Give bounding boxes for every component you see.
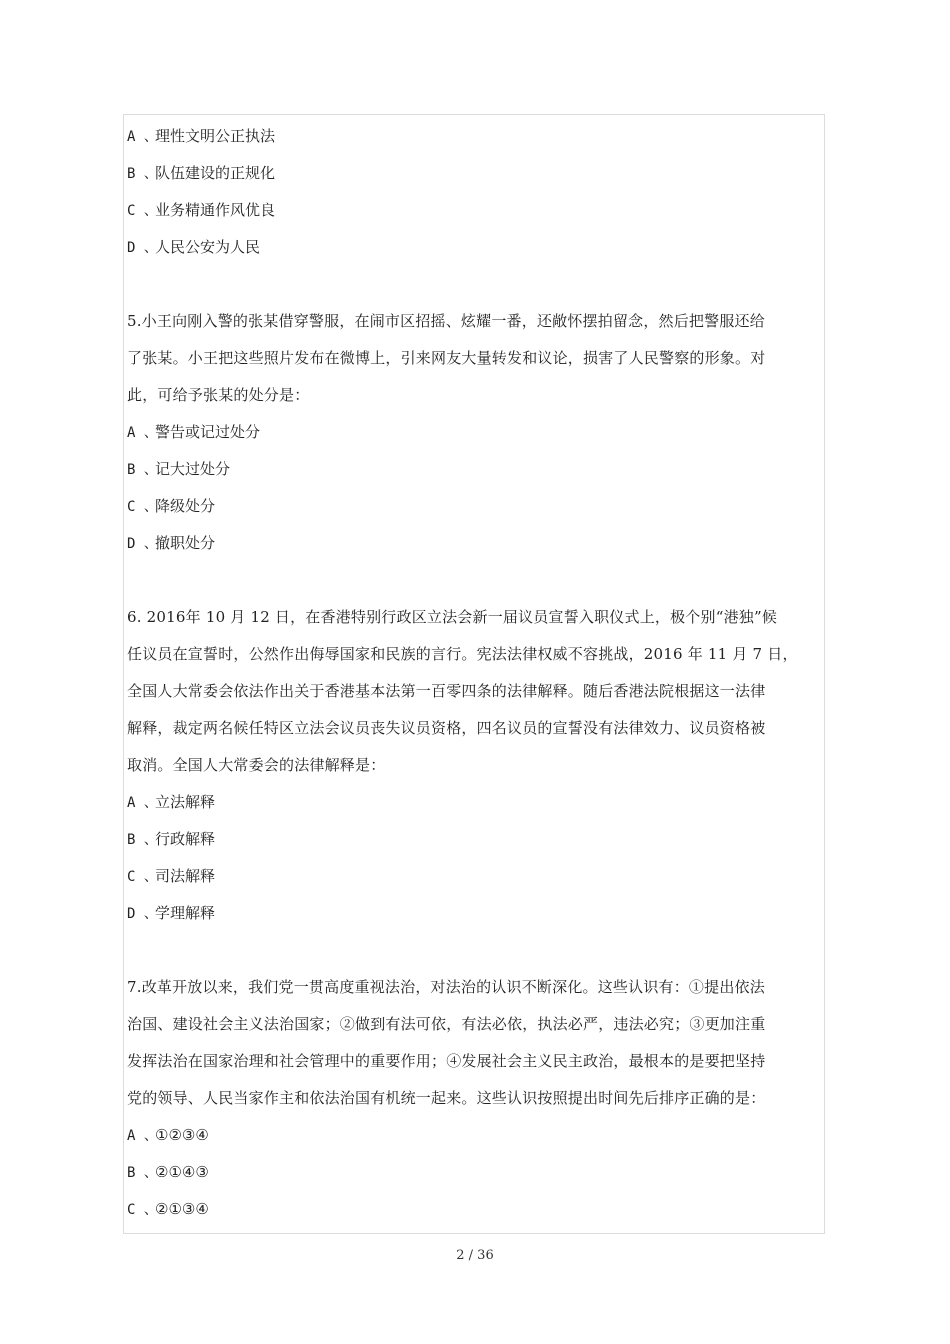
q4-option-a: A 、理性文明公正执法 <box>127 127 276 145</box>
q4-option-c: C 、业务精通作风优良 <box>127 201 276 219</box>
q6-option-a: A 、立法解释 <box>127 793 216 811</box>
question-7-line: 党的领导、人民当家作主和依法治国有机统一起来。这些认识按照提出时间先后排序正确的是： <box>127 1089 766 1107</box>
q4-option-b: B 、队伍建设的正规化 <box>127 164 276 182</box>
question-6-line: 6. 2016年 10 月 12 日，在香港特别行政区立法会新一届议员宣誓入职仪式上，极个别“港独”候 <box>127 608 778 626</box>
spacer <box>127 562 827 599</box>
q6-option-c: C 、司法解释 <box>127 867 216 885</box>
q7-option-b: B 、②①④③ <box>127 1163 209 1181</box>
question-6-line: 解释，裁定两名候任特区立法会议员丧失议员资格，四名议员的宣誓没有法律效力、议员资格被 <box>127 719 766 737</box>
question-5-line: 此，可给予张某的处分是： <box>127 386 310 404</box>
question-7-line: 治国、建设社会主义法治国家；②做到有法可依，有法必依，执法必严，违法必究；③更加注重 <box>127 1015 766 1033</box>
question-6-line: 取消。全国人大常委会的法律解释是： <box>127 756 386 774</box>
question-5 <box>127 303 827 562</box>
q5-option-d: D 、撤职处分 <box>127 534 216 552</box>
q5-option-c: C 、降级处分 <box>127 497 216 515</box>
question-5-line: 5.小王向刚入警的张某借穿警服，在闹市区招摇、炫耀一番，还敞怀摆拍留念，然后把警服还给 <box>127 312 765 330</box>
q5-option-a: A 、警告或记过处分 <box>127 423 261 441</box>
document-body <box>127 118 827 1228</box>
q4-option-d: D 、人民公安为人民 <box>127 238 261 256</box>
question-4-options <box>127 118 827 266</box>
question-6-line: 全国人大常委会依法作出关于香港基本法第一百零四条的法律解释。随后香港法院根据这一法律 <box>127 682 766 700</box>
q5-option-b: B 、记大过处分 <box>127 460 231 478</box>
q7-option-a: A 、①②③④ <box>127 1126 209 1144</box>
question-7 <box>127 969 827 1228</box>
page-number: 2 / 36 <box>456 1248 494 1263</box>
q6-option-b: B 、行政解释 <box>127 830 216 848</box>
spacer <box>127 932 827 969</box>
q7-option-c: C 、②①③④ <box>127 1200 209 1218</box>
question-7-line: 7.改革开放以来，我们党一贯高度重视法治，对法治的认识不断深化。这些认识有：①提出依法 <box>127 978 765 996</box>
question-6 <box>127 599 827 932</box>
q6-option-d: D 、学理解释 <box>127 904 216 922</box>
question-5-line: 了张某。小王把这些照片发布在微博上，引来网友大量转发和议论，损害了人民警察的形象。对 <box>127 349 766 367</box>
spacer <box>127 266 827 303</box>
question-7-line: 发挥法治在国家治理和社会管理中的重要作用；④发展社会主义民主政治，最根本的是要把坚持 <box>127 1052 766 1070</box>
question-6-line: 任议员在宣誓时，公然作出侮辱国家和民族的言行。宪法法律权威不容挑战，2016 年 11 月 7 日， <box>127 645 798 663</box>
